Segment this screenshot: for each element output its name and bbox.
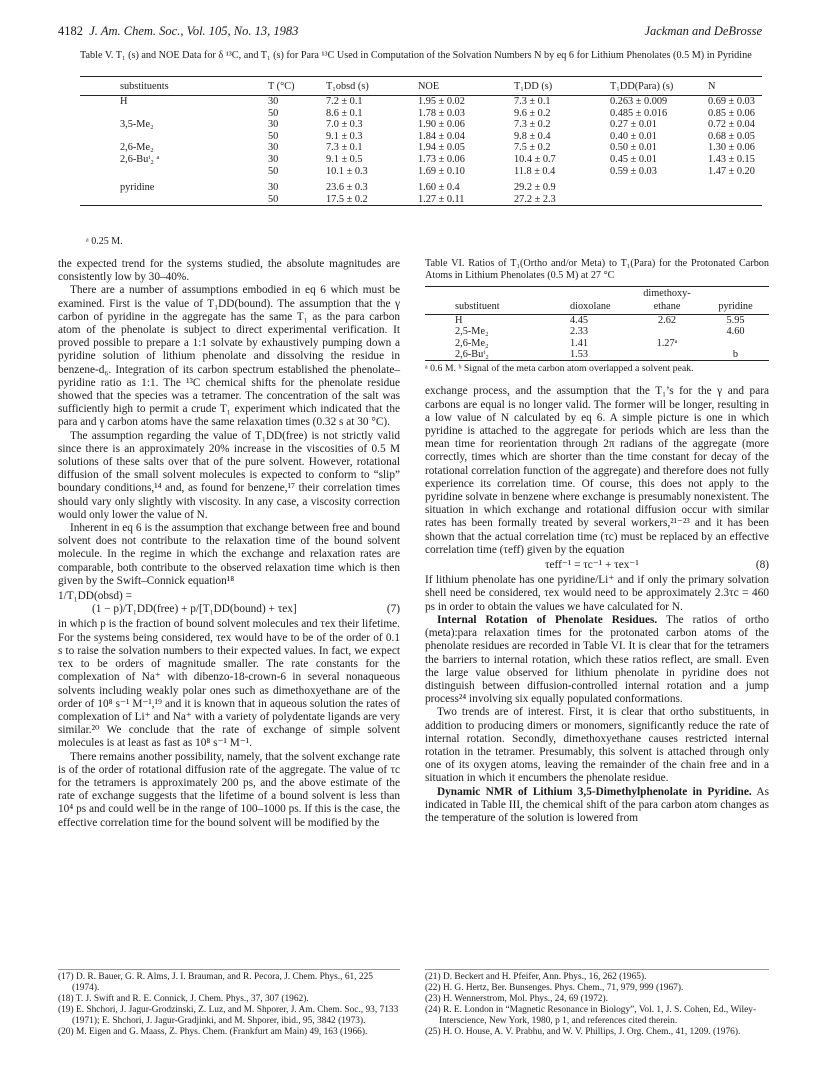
table5-cell: 29.2 ± 0.9 [514,182,556,194]
table6-cell: 2,6-Buᵗ₂ [455,349,489,361]
section-heading: Dynamic NMR of Lithium 3,5-Dimethylphenolate in Pyridine. [437,785,752,798]
table5-cell: 23.6 ± 0.3 [326,182,368,194]
table6-row [425,326,769,337]
paragraph [425,786,769,826]
table5-row [80,194,762,206]
table5-cell: 27.2 ± 2.3 [514,193,556,205]
section-heading: Internal Rotation of Phenolate Residues. [437,613,658,626]
table5-header: T₁obsd (s) [326,77,418,96]
table5-cell [610,182,708,194]
table5-cell: 30 [268,142,279,154]
table6-cell: 2.62 [657,314,677,326]
table5-cell [610,194,708,206]
table5-cell: 7.3 ± 0.1 [514,96,551,107]
table5-caption: Table V. T₁ (s) and NOE Data for δ ¹³C, and T₁ (s) for Para ¹³C Used in Computation of the Solvation Numbers N by eq 6 for Lithium Phenolates (0.5 M) in Pyridine [80,50,752,61]
table5-cell: 0.69 ± 0.03 [708,96,755,107]
reference: (19) E. Shchori, J. Jagur-Grodzinski, Z. Luz, and M. Shporer, J. Am. Chem. Soc., 93, 7133 (1971); E. Shchori, J. Jagur-Gradjinki, and M. Shporer, ibid., 95, 3842 (1973). [58,1005,399,1026]
table5-cell: 10.1 ± 0.3 [326,165,368,177]
table5-cell: pyridine [120,182,155,194]
table6-header-top-row [425,287,769,301]
table5-row [80,119,762,131]
reference: (22) H. G. Hertz, Ber. Bunsenges. Phys. Chem., 71, 979, 999 (1967). [425,983,684,993]
table5-cell: 30 [268,96,279,107]
table5-cell: 50 [268,193,279,205]
table5-cell: 2,6-Me₂ [120,142,154,154]
table5-cell: 7.5 ± 0.2 [514,142,551,154]
table5-cell: 3,5-Me₂ [120,119,154,131]
equation-7-line1: 1/T₁DD(obsd) = [58,590,133,603]
reference: (24) R. E. London in “Magnetic Resonance in Biology”, Vol. 1, J. S. Cohen, Ed., Wiley-Interscience, New York, 1980, p 1, and references cited therein. [425,1005,757,1026]
table5-cell: 30 [268,119,279,131]
table6-cell: 2.33 [570,326,589,338]
table6-header: substituent [425,300,570,314]
paragraph: in which p is the fraction of bound solvent molecules and τex their lifetime. For the systems being considered, τex would have to be of the order of 0.1 s to raise the solvation numbers to their expected values. In fact, we expect τex to be orders of magnitude smaller. The rate constants for the complexation of Na⁺ with dibenzo-18-crown-6 in several nonaqueous solvents including weakly polar ones such as dimethoxyethane are of the order of 10⁸ s⁻¹ M⁻¹,¹⁹ and it is known that in aqueous solution the rates of complexation of Li⁺ and Na⁺ with a variety of polydentate ligands are very similar.²⁰ We conclude that the rate of exchange of simple solvent molecules is at least as fast as 10⁸ s⁻¹ M⁻¹. [58,618,400,750]
equation-7 [58,590,400,616]
paragraph: exchange process, and the assumption that the T₁’s for the γ and para carbons are equal is no longer valid. The former will be longer, resulting in a low value of N calculated by eq 6. A simple picture is one in which pyridine is attached to the aggregate for periods which are less than the mean time for reorientation through 2π radians of the aggregate (more correctly, times which are shorter than the time constant for decay of the rotational correlation function of the aggregate) and therefore does not fully experience its correlation time. Of course, this does not apply to the pyridine solvate in benzene where exchange is presumably nonexistent. The situation in which exchange and rotational diffusion occur with similar rates has been formally treated by several workers,²¹⁻²³ and it has been shown that the actual correlation time (τc) must be replaced by an effective correlation time (τeff) given by the equation [425,385,769,556]
reference: (17) D. R. Bauer, G. R. Alms, J. I. Brauman, and R. Pecora, J. Chem. Phys., 61, 225 (1974). [58,972,373,993]
table5-cell [80,166,268,178]
table5-cell: 50 [268,130,279,142]
table5-header: N [708,77,762,96]
equation-8 [425,559,769,572]
table6-body [425,314,769,360]
equation-8-number: (8) [755,559,769,572]
paragraph: The assumption regarding the value of T₁DD(free) is not strictly valid since there is an approximately 20% increase in the viscosities of 0.5 M solutions of these salts over that of the pure solvent. However, rotational diffusion of the small solvent molecules is expected to conform to “slip” boundary conditions,¹⁴ and, as found for benzene,¹⁷ their correlation times should vary only slightly with viscosity. In any case, a viscosity correction would only lower the value of N. [58,429,400,521]
table5-cell: 1.90 ± 0.06 [418,119,465,131]
table6-cell: 5.95 [726,314,745,326]
references-left [58,969,400,1058]
table6-footnote: ᵃ 0.6 M. ᵇ Signal of the meta carbon atom overlapped a solvent peak. [425,363,694,375]
table5-header: T₁DD (s) [514,77,610,96]
table5-cell: 0.50 ± 0.01 [610,142,657,154]
table5-row [80,108,762,120]
table6-row [425,349,769,360]
table6-cell [702,338,769,349]
table5-row [80,154,762,166]
table6-header-top: dimethoxy- [643,287,691,299]
table5-cell: 2,6-Buᵗ₂ ᵃ [120,153,160,165]
table6-cell: b [732,349,739,361]
table6-header: ethane [632,300,702,314]
table6-cell: 1.41 [570,337,589,349]
reference: (20) M. Eigen and G. Maass, Z. Phys. Chem. (Frankfurt am Main) 49, 163 (1966). [58,1027,368,1037]
table6-cell: 4.45 [570,314,589,326]
table5-cell: 1.73 ± 0.06 [418,153,465,165]
table6-cell: 2,6-Me₂ [455,337,489,349]
paragraph: Two trends are of interest. First, it is clear that ortho substituents, in addition to producing dimers or monomers, significantly reduce the rate of internal rotation. Secondly, dimethoxyethane causes restricted internal rotation in the tetramer. Presumably, this solvent is attached through only one of its oxygen atoms, leaving the remainder of the chain free and in a situation in which it encumbers the phenolate residue. [425,706,769,785]
table5-header: substituents [80,77,268,96]
table5-cell: 0.59 ± 0.03 [610,165,657,177]
table5-body [80,96,762,206]
table5-header: T (°C) [268,77,326,96]
table5-cell: 1.95 ± 0.02 [418,96,465,107]
table5-cell: 1.84 ± 0.04 [418,130,465,142]
table5-cell [80,108,268,120]
table5-cell: 7.3 ± 0.2 [514,119,551,131]
table5-cell [80,194,268,206]
table5-cell: 1.43 ± 0.15 [708,153,755,165]
table5-cell: 0.27 ± 0.01 [610,119,657,131]
paragraph-text: As indicated in Table III, the chemical shift of the para carbon atom changes as the temperature of the solution is lowered from [425,785,769,824]
table6-row [425,314,769,326]
table5-cell: H [120,96,128,107]
references-right [425,969,769,1058]
paragraph: There remains another possibility, namely, that the solvent exchange rate is of the order of rotational diffusion rate of the aggregate. The value of τc for the tetramers is approximately 200 ps, and the above estimate of the rate of exchange suggests that the lifetime of a bound solvent is less than 10⁴ ps and could well be in the range of 100–1000 ps. If this is the case, the effective correlation time for the bound solvent will be modified by the [58,750,400,829]
table5-row [80,131,762,143]
table6-cell: H [455,314,463,326]
table6-header: dioxolane [570,300,632,314]
table5-cell: 1.47 ± 0.20 [708,165,755,177]
equation-7-line2-row [58,603,400,616]
paragraph [425,614,769,706]
table5-cell [708,182,762,194]
table5-cell: 30 [268,153,279,165]
page-number: 4182 [58,24,83,38]
table5-header-row [80,77,762,96]
running-head-authors: Jackman and DeBrosse [644,24,762,38]
table6-cell [632,349,702,360]
table5-cell: 7.3 ± 0.1 [326,142,363,154]
table5-cell: 9.1 ± 0.3 [326,130,363,142]
table5-cell: 7.0 ± 0.3 [326,119,363,131]
table5-row [80,96,762,108]
table5-cell: 0.485 ± 0.016 [610,107,668,119]
table6-cell [632,326,702,337]
table5-cell: 1.60 ± 0.4 [418,182,460,194]
table5-cell: 0.263 ± 0.009 [610,96,668,107]
table5-cell: 10.4 ± 0.7 [514,153,556,165]
paragraph-text: The ratios of ortho (meta):para relaxation times for the protonated carbon atoms of the phenolate residues are recorded in Table VI. It is clear that for the tetramers the barriers to internal rotation, which these ratios reflect, are small. Even the large value observed for lithium phenolate in pyridine does not distinguish between diffusion-controlled internal rotation and a jump process²⁴ involving six equally populated conformations. [425,613,770,706]
table6 [425,286,769,362]
paragraph: Inherent in eq 6 is the assumption that exchange between free and bound solvent does not contribute to the relaxation time of the bound solvent molecule. In the regime in which the exchange and relaxation rates are comparable, both contribute to the observed relaxation time which is then given by the Swift–Connick equation¹⁸ [58,522,400,587]
table5-cell: 11.8 ± 0.4 [514,165,556,177]
table5-cell: 1.69 ± 0.10 [418,165,465,177]
table5-cell: 1.94 ± 0.05 [418,142,465,154]
paragraph: There are a number of assumptions embodied in eq 6 which must be examined. First is the value of T₁DD(bound). The assumption that the γ carbon of pyridine in the aggregate has the same T₁ as the para carbon atom of the phenolate is subject to direct experimental verification. It proved possible to prepare a 1:1 solvate by exhaustively pumping down a pyridine solution of lithium phenolate and dissolving the residue in benzene-d₆. Integration of its carbon spectrum established the phenolate–pyridine ratio as 1:1. The ¹³C chemical shifts for the phenolate residue showed that the species was a tetramer. The concentration of the salt was sufficiently high to permit a crude T₁ experiment which indicated that the para and γ carbon atoms have the same relaxation times (0.32 s at 30 °C). [58,284,400,429]
table5-cell: 0.72 ± 0.04 [708,119,755,131]
table6-header-row [425,300,769,314]
table6-header: pyridine [702,300,769,314]
table6-caption: Table VI. Ratios of T₁(Ortho and/or Meta) to T₁(Para) for the Protonated Carbon Atoms in Lithium Phenolates (0.5 M) at 27 °C [425,258,769,282]
table6-cell: 1.27ᵃ [656,337,678,349]
table5-cell: 9.1 ± 0.5 [326,153,363,165]
table5-cell [80,131,268,143]
table5-cell: 0.40 ± 0.01 [610,130,657,142]
table5-cell [708,194,762,206]
table5-cell: 0.85 ± 0.06 [708,107,755,119]
table5-cell: 0.68 ± 0.05 [708,130,755,142]
table5-cell: 9.8 ± 0.4 [514,130,551,142]
table5-cell: 17.5 ± 0.2 [326,193,368,205]
equation-7-number: (7) [386,603,400,616]
table5-cell: 8.6 ± 0.1 [326,107,363,119]
reference: (18) T. J. Swift and R. E. Connick, J. Chem. Phys., 37, 307 (1962). [58,994,309,1004]
table6-cell: 1.53 [570,349,589,361]
reference: (21) D. Beckert and H. Pfeifer, Ann. Phys., 16, 262 (1965). [425,972,647,982]
table5-row [80,182,762,194]
table6-cell: 4.60 [726,326,745,338]
left-column [58,258,400,830]
table5-cell: 1.27 ± 0.11 [418,193,465,205]
table5-cell: 50 [268,165,279,177]
table6-row [425,338,769,349]
table5-footnote: ᵃ 0.25 M. [86,236,123,247]
table5-cell: 30 [268,182,279,194]
table6-cell: 2,5-Me₂ [455,326,489,338]
table5-cell: 0.45 ± 0.01 [610,153,657,165]
right-column [425,258,769,825]
table5-cell: 50 [268,107,279,119]
reference: (23) H. Wennerstrom, Mol. Phys., 24, 69 (1972). [425,994,608,1004]
paragraph: If lithium phenolate has one pyridine/Li⁺ and if only the primary solvation shell need be considered, τex would need to be approximately 2.3τc = 460 ps in order to obtain the values we have calculated for N. [425,574,769,613]
reference: (25) H. O. House, A. V. Prabhu, and W. V. Phillips, J. Org. Chem., 41, 1209. (1976). [425,1027,741,1037]
running-head-left [58,24,298,39]
paragraph: the expected trend for the systems studied, the absolute magnitudes are consistently low by 30–40%. [58,258,400,284]
equation-7-line2: (1 − p)/T₁DD(free) + p/[T₁DD(bound) + τex] [92,603,297,616]
equation-8-body: τeff⁻¹ = τc⁻¹ + τex⁻¹ [545,559,639,572]
table5-cell: 7.2 ± 0.1 [326,96,363,107]
table5-row [80,166,762,178]
table5 [80,76,762,206]
table5-cell: 1.30 ± 0.06 [708,142,755,154]
table5-header: NOE [418,77,514,96]
table5-header: T₁DD(Para) (s) [610,77,708,96]
table5-cell: 1.78 ± 0.03 [418,107,465,119]
journal-citation: J. Am. Chem. Soc., Vol. 105, No. 13, 1983 [89,24,299,38]
table5-cell: 9.6 ± 0.2 [514,107,551,119]
table5-row [80,142,762,154]
